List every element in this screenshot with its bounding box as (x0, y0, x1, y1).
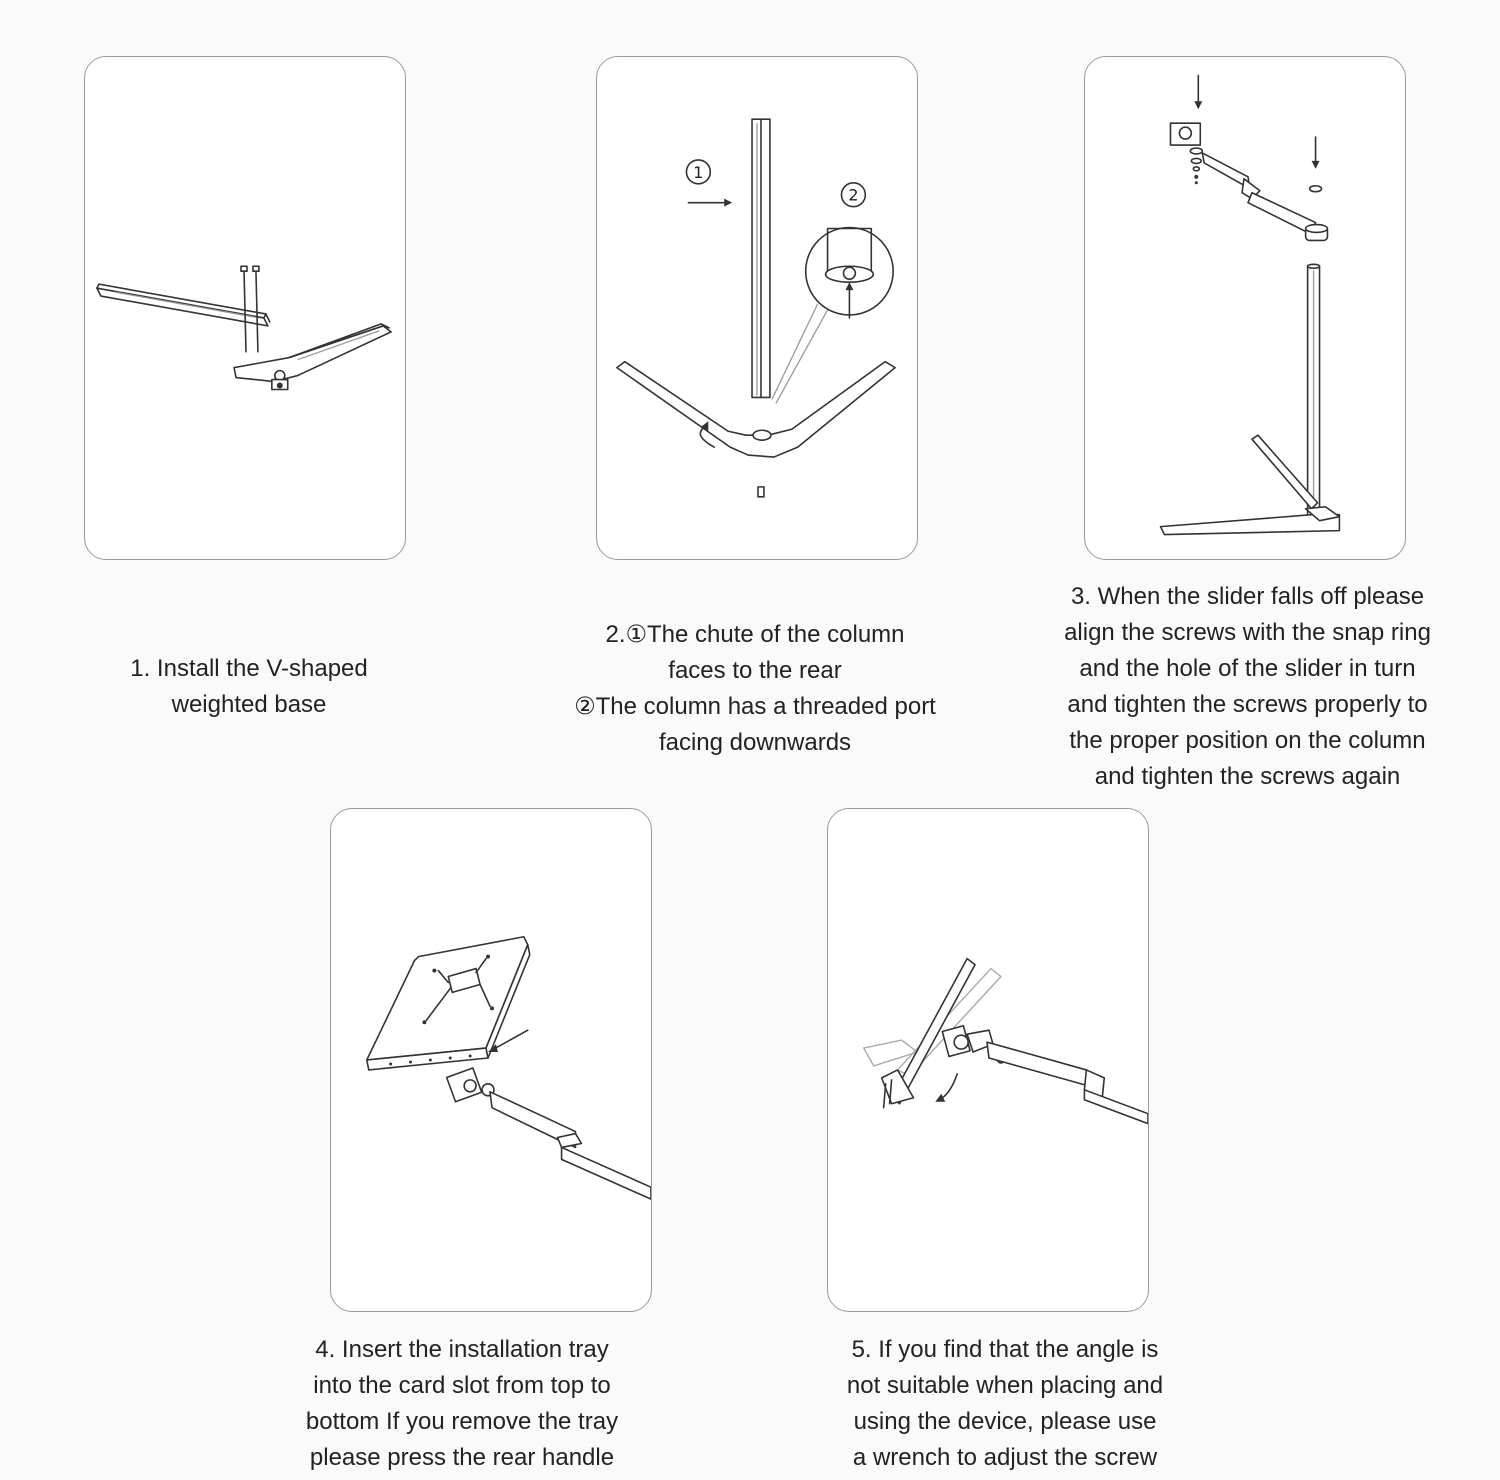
caption-line: using the device, please use (853, 1408, 1157, 1435)
caption-line: faces to the rear (668, 657, 842, 684)
caption-line: weighted base (171, 691, 327, 718)
caption-line: please press the rear handle (309, 1444, 615, 1471)
caption-line: align the screws with the snap ring (1064, 619, 1431, 646)
caption-line: and the hole of the slider in turn (1079, 655, 1416, 682)
step-2-illustration-panel (596, 56, 918, 560)
step-4-caption (262, 1332, 662, 1476)
caption-line: 3. When the slider falls off please (1070, 583, 1425, 610)
caption-line: not suitable when placing and (846, 1372, 1164, 1399)
tray-insertion-icon (331, 809, 651, 1311)
caption-line: into the card slot from top to (313, 1372, 611, 1399)
slider-arm-mounting-icon (1085, 57, 1405, 559)
step-4-illustration-panel (330, 808, 652, 1312)
caption-line: bottom If you remove the tray (305, 1408, 619, 1435)
caption-line: 4. Insert the installation tray (315, 1336, 609, 1363)
step-1-illustration-panel (84, 56, 406, 560)
marker-2-label: 2 (848, 185, 859, 205)
step-3-caption (1040, 579, 1455, 795)
caption-line: ②The column has a threaded port (574, 693, 936, 720)
marker-1-label: 1 (693, 162, 704, 182)
v-base-assembly-icon (85, 57, 405, 559)
caption-line: 1. Install the V-shaped (130, 655, 368, 682)
angle-adjust-wrench-icon (828, 809, 1148, 1311)
caption-line: 2.①The chute of the column (605, 621, 905, 648)
caption-line: facing downwards (658, 729, 852, 756)
caption-line: the proper position on the column (1069, 727, 1426, 754)
step-2-caption (540, 617, 970, 761)
caption-line: and tighten the screws again (1094, 763, 1401, 790)
step-5-caption (805, 1332, 1205, 1476)
step-3-illustration-panel (1084, 56, 1406, 560)
caption-line: 5. If you find that the angle is (851, 1336, 1159, 1363)
caption-line: a wrench to adjust the screw (852, 1444, 1158, 1471)
step-5-illustration-panel (827, 808, 1149, 1312)
caption-line: and tighten the screws properly to (1067, 691, 1428, 718)
column-insertion-icon (597, 57, 917, 559)
step-1-caption (84, 651, 414, 723)
